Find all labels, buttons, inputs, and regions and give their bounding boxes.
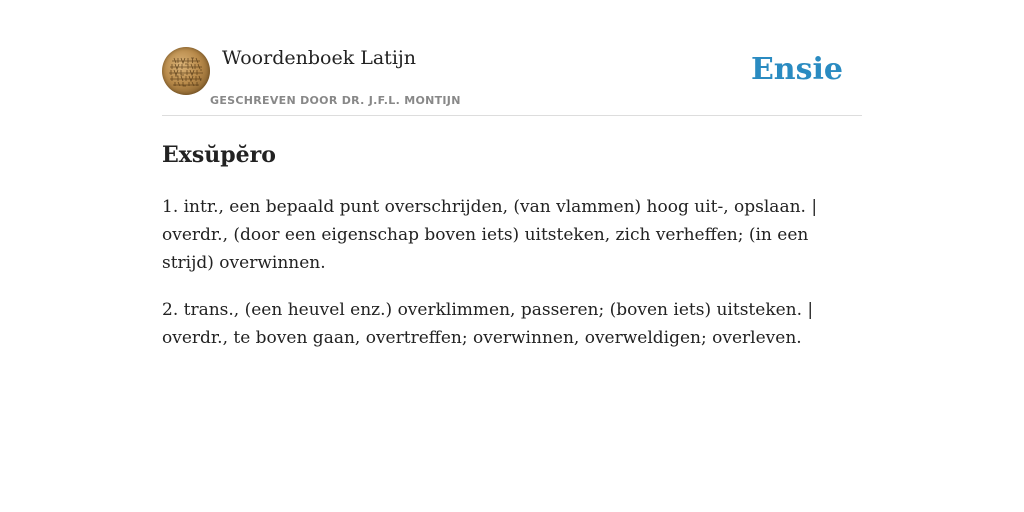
definition-sense-2: 2. trans., (een heuvel enz.) overklimmen, passeren; (boven iets) uitsteken. | overdr., te boven gaan, overtreffen; overwinnen, overweldigen; overleven. [162, 300, 814, 348]
headword-part: p [220, 142, 236, 168]
latin-inscription-coin-icon[interactable] [162, 47, 210, 95]
headword [162, 141, 862, 169]
definition-sense-1: 1. intr., een bepaald punt overschrijden, (van vlammen) hoog uit-, opslaan. | overdr., (door een eigenschap boven iets) uitsteken, zich verheffen; (in een strijd) overwinnen. [162, 197, 818, 273]
page [162, 0, 862, 352]
headword-part: Exs [162, 142, 205, 168]
headword-marked-vowel: ŭ [204, 142, 221, 168]
headword-marked-vowel: ĕ [235, 142, 250, 168]
ensie-brand-logo[interactable]: Ensie [750, 52, 843, 87]
definition-body [162, 193, 862, 352]
header [162, 46, 862, 116]
headword-part: ro [249, 142, 276, 168]
coin-logo-text: INTER IATIANAPICINMEIPA [162, 47, 177, 48]
author-byline: GESCHREVEN DOOR DR. J.F.L. MONTIJN [210, 94, 461, 107]
dictionary-title[interactable]: Woordenboek Latijn [222, 47, 417, 69]
coin-inscription-graphic [162, 47, 210, 95]
